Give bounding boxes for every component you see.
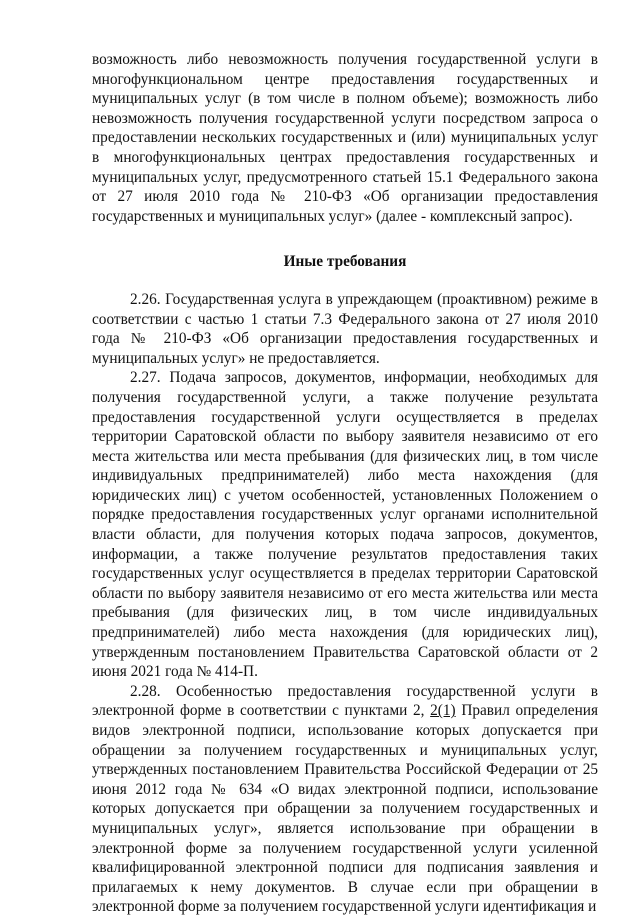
document-page (92, 50, 598, 917)
paragraph-2-26: 2.26. Государственная услуга в упреждающем (проактивном) режиме в соответствии с частью 1 статьи 7.3 Федерального закона от 27 июля 2010 года № 210-ФЗ «Об организации предоставления государственных и муниципальных услуг» не предоставляется. (92, 290, 598, 367)
paragraph-2-28-start: 2.28. Особенностью предоставления государственной услуги в электронной форме в соответствии с пунктами 2, (92, 682, 598, 720)
intro-paragraph: возможность либо невозможность получения государственной услуги в многофункциональном центре предоставления государственных и муниципальных услуг (в том числе в полном объеме); возможность либо невозможность получения государственной услуги посредством запроса о предоставлении нескольких государственных и (или) муниципальных услуг в многофункциональных центрах предоставления государственных и муниципальных услуг, предусмотренного статьей 15.1 Федерального закона от 27 июля 2010 года № 210-ФЗ «Об организации предоставления государственных и муниципальных услуг» (далее - комплексный запрос). (92, 51, 598, 225)
section-heading: Иные требования (283, 253, 407, 271)
paragraph-2-27: 2.27. Подача запросов, документов, информации, необходимых для получения государственной услуги, а также получение результата предоставления государственной услуги осуществляется в пределах территории Саратовской области по выбору заявителя независимо от его места жительства или места пребывания (для физических лиц, в том числе индивидуальных предпринимателей) либо места нахождения (для юридических лиц) с учетом особенностей, установленных Положением о порядке предоставления государственных услуг органами исполнительной власти области, для получения которых подача запросов, документов, информации, а также получение результатов предоставления таких государственных услуг осуществляется в пределах территории Саратовской области по выбору заявителя независимо от его места жительства или места пребывания (для физических лиц, в том числе индивидуальных предпринимателей) либо места нахождения (для юридических лиц), утвержденным постановлением Правительства Саратовской области от 2 июня 2021 года № 414-П. (92, 369, 598, 681)
rule-2-1-link[interactable]: 2(1) (430, 702, 456, 720)
paragraph-2-28 (92, 682, 598, 917)
paragraph-2-28-rest: Правил определения видов электронной подписи, использование которых допускается при обращении за получением государственных и муниципальных услуг, утвержденных постановлением Правительства Российской Федерации от 25 июня 2012 года № 634 «О видах электронной подписи, использование которых допускается при обращении за получением государственных и муниципальных услуг», является использование при обращении в электронной форме за получением государственной услуги усиленной квалифицированной электронной подписи для подписания заявления и прилагаемых к нему документов. В случае если при обращении в электронной форме за получением государственной услуги идентификация и (92, 702, 598, 916)
